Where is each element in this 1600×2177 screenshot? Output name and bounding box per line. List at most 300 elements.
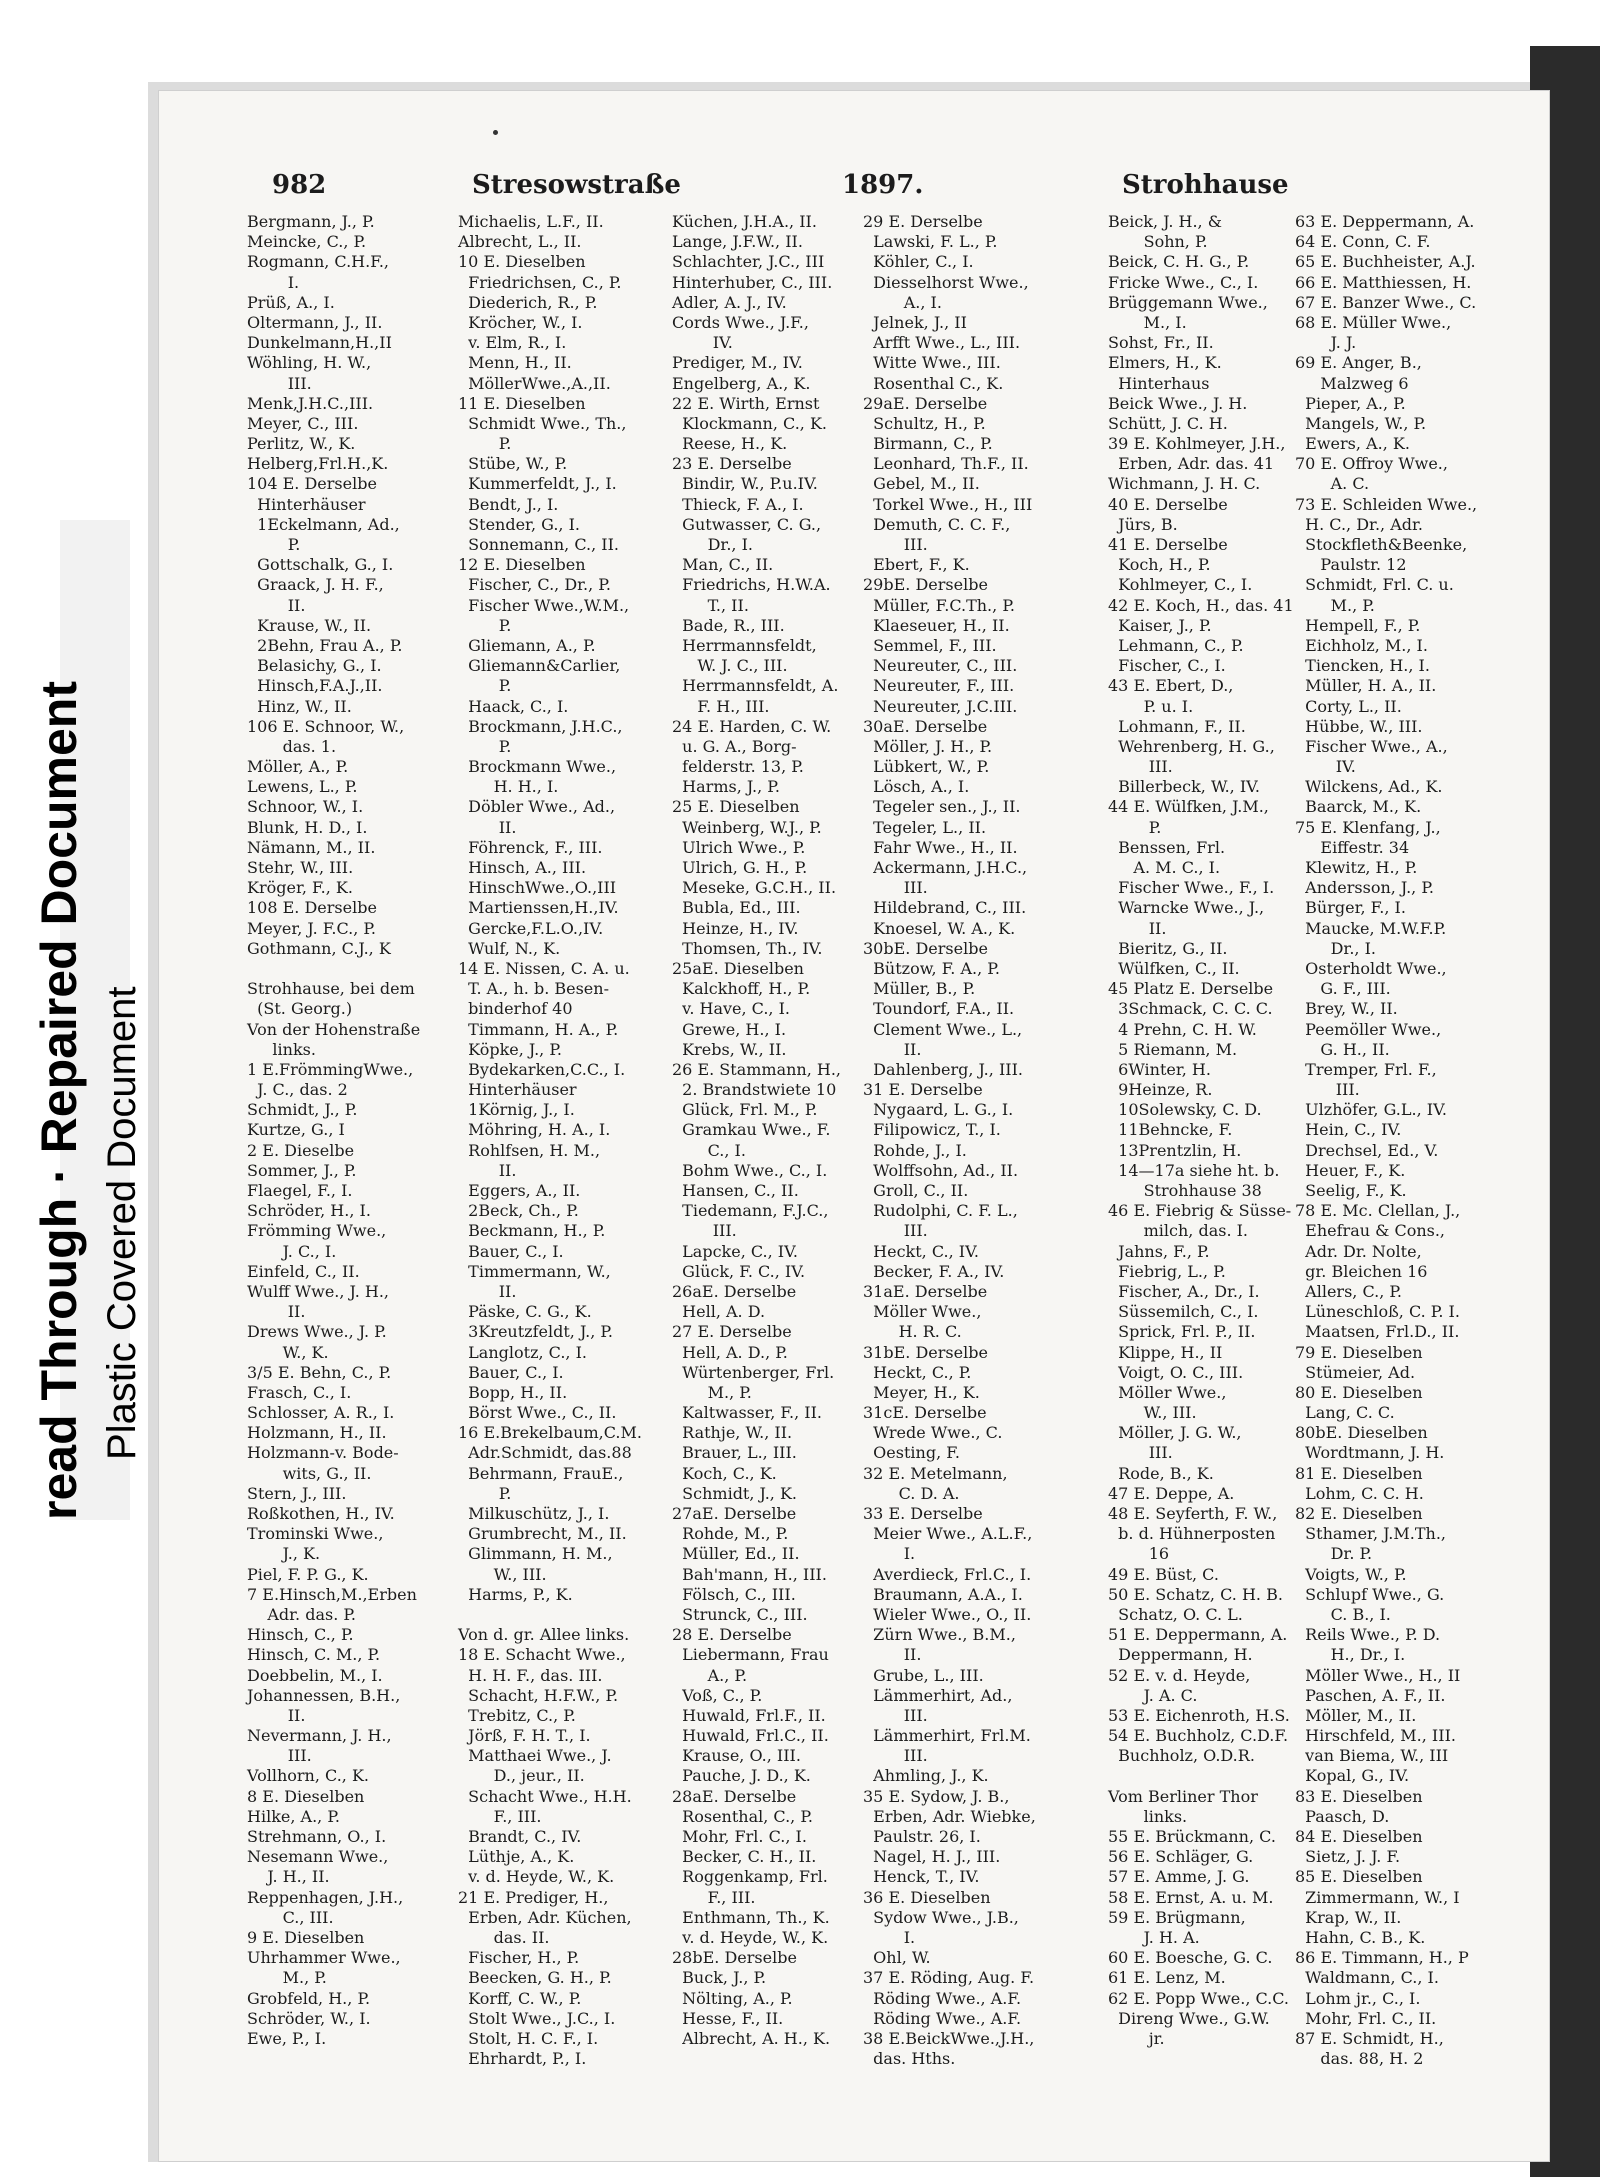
directory-entry: Adler, A. J., IV.	[672, 292, 787, 312]
directory-entry: Frömming Wwe.,	[247, 1221, 387, 1241]
directory-entry: Adr. Dr. Nolte,	[1295, 1241, 1422, 1261]
directory-entry: Brockmann, J.H.C.,	[458, 716, 623, 736]
directory-entry: III.	[1108, 1443, 1173, 1463]
tape-text-primary: read Through · Repaired Document	[31, 681, 87, 1520]
directory-entry: 36 E. Dieselben	[863, 1887, 991, 1907]
directory-entry: Heuer, F., K.	[1295, 1160, 1406, 1180]
directory-entry: Brüggemann Wwe.,	[1108, 292, 1268, 312]
directory-entry: II.	[1108, 918, 1167, 938]
directory-entry: 23 E. Derselbe	[672, 454, 792, 474]
directory-entry: Röding Wwe., A.F.	[863, 2008, 1022, 2028]
directory-entry: Adr.Schmidt, das.88	[458, 1443, 632, 1463]
directory-entry: Baarck, M., K.	[1295, 797, 1422, 817]
directory-entry: Zürn Wwe., B.M.,	[863, 1625, 1016, 1645]
directory-entry: Sommer, J., P.	[247, 1160, 357, 1180]
directory-entry: Hinsch, A., III.	[458, 858, 587, 877]
directory-entry: A. C.	[1295, 474, 1370, 494]
directory-entry: Hinterhuber, C., III.	[672, 272, 833, 292]
directory-entry: Möller Wwe.,	[863, 1302, 982, 1322]
directory-entry: Beick, J. H., &	[1108, 212, 1222, 231]
directory-column-4	[863, 212, 1035, 2102]
directory-entry: Krebs, W., II.	[672, 1039, 787, 1059]
directory-entry: 9Heinze, R.	[1108, 1080, 1213, 1100]
directory-entry: Toundorf, F.A., II.	[863, 999, 1015, 1019]
directory-entry: Roggenkamp, Frl.	[672, 1867, 828, 1887]
directory-entry: Heckt, C., P.	[863, 1362, 972, 1382]
directory-entry: III.	[247, 373, 312, 393]
directory-entry: 25aE. Dieselben	[672, 958, 804, 978]
directory-entry: J. H., II.	[247, 1867, 330, 1887]
directory-entry: Gebel, M., II.	[863, 474, 980, 494]
directory-entry: Stockfleth&Beenke,	[1295, 535, 1468, 554]
directory-entry: Bendt, J., I.	[458, 494, 559, 514]
directory-entry: 66 E. Matthiessen, H.	[1295, 272, 1472, 292]
directory-entry: Brey, W., II.	[1295, 999, 1398, 1019]
directory-entry: 28aE. Derselbe	[672, 1786, 797, 1806]
directory-entry: das. Hths.	[863, 2049, 956, 2069]
directory-entry: 44 E. Wülfken, J.M.,	[1108, 797, 1269, 817]
directory-entry: Meyer, C., III.	[247, 413, 359, 433]
directory-entry: Lübkert, W., P.	[863, 757, 990, 777]
directory-entry: A., I.	[863, 292, 942, 312]
directory-entry: I.	[863, 1544, 916, 1564]
directory-entry: Sonnemann, C., II.	[458, 535, 619, 554]
directory-entry: II.	[863, 1039, 922, 1059]
directory-entry: Kopal, G., IV.	[1295, 1766, 1410, 1786]
directory-entry: P.	[458, 736, 512, 756]
directory-entry: Frasch, C., I.	[247, 1382, 352, 1402]
directory-entry: Rudolphi, C. F. L.,	[863, 1201, 1018, 1221]
directory-entry: 18 E. Schacht Wwe.,	[458, 1645, 626, 1665]
directory-entry: Arfft Wwe., L., III.	[863, 333, 1021, 353]
directory-entry: Meseke, G.C.H., II.	[672, 878, 837, 898]
directory-entry: Milkuschütz, J., I.	[458, 1504, 610, 1523]
directory-entry: 26aE. Derselbe	[672, 1281, 797, 1301]
directory-entry: milch, das. I.	[1108, 1221, 1249, 1241]
directory-entry: Rathje, W., II.	[672, 1423, 793, 1443]
directory-entry: 21 E. Prediger, H.,	[458, 1887, 609, 1907]
directory-entry: 46 E. Fiebrig & Süsse-	[1108, 1201, 1292, 1221]
directory-entry: T., II.	[672, 595, 749, 615]
directory-entry: Rosenthal, C., P.	[672, 1806, 813, 1826]
directory-entry: Müller, F.C.Th., P.	[863, 595, 1015, 615]
directory-entry: A. M. C., I.	[1108, 858, 1221, 877]
directory-entry: Paschen, A. F., II.	[1295, 1685, 1446, 1705]
directory-entry: Lüthje, A., K.	[458, 1847, 575, 1867]
directory-entry: Bauer, C., I.	[458, 1241, 564, 1261]
directory-entry: Rode, B., K.	[1108, 1463, 1214, 1483]
directory-entry: Schatz, O. C. L.	[1108, 1604, 1243, 1624]
directory-entry: Röding Wwe., A.F.	[863, 1988, 1022, 2008]
directory-entry: (St. Georg.)	[247, 999, 353, 1019]
directory-entry: Hilke, A., P.	[247, 1806, 340, 1826]
directory-entry: Enthmann, Th., K.	[672, 1907, 830, 1927]
directory-entry: Bieritz, G., II.	[1108, 938, 1228, 958]
directory-entry: M., P.	[1295, 595, 1375, 615]
directory-entry: Haack, C., I.	[458, 696, 569, 716]
directory-entry	[247, 959, 419, 979]
directory-entry: Nämann, M., II.	[247, 837, 376, 857]
directory-entry: II.	[247, 1705, 306, 1725]
directory-entry: Lehmann, C., P.	[1108, 635, 1244, 655]
directory-entry: Seelig, F., K.	[1295, 1181, 1407, 1200]
directory-entry: Witte Wwe., III.	[863, 353, 1001, 373]
directory-entry: Timmann, H. A., P.	[458, 1019, 619, 1039]
directory-entry: Harms, J., P.	[672, 777, 780, 797]
directory-entry: Lang, C. C.	[1295, 1403, 1395, 1423]
directory-entry: Hein, C., IV.	[1295, 1120, 1402, 1140]
directory-entry: Ewe, P., I.	[247, 2028, 327, 2048]
directory-entry: Nesemann Wwe.,	[247, 1847, 389, 1867]
directory-entry: Neureuter, C., III.	[863, 656, 1018, 676]
directory-entry: Demuth, C. C. F.,	[863, 514, 1011, 534]
directory-entry: 87 E. Schmidt, H.,	[1295, 2028, 1444, 2048]
directory-entry: Koch, H., P.	[1108, 555, 1211, 575]
directory-entry: Billerbeck, W., IV.	[1108, 777, 1261, 797]
directory-entry: Wehrenberg, H. G.,	[1108, 736, 1275, 756]
directory-entry: Schacht, H.F.W., P.	[458, 1685, 619, 1705]
directory-entry: 37 E. Röding, Aug. F.	[863, 1968, 1035, 1988]
directory-entry: Weinberg, W.J., P.	[672, 817, 822, 837]
directory-entry: Strohhause 38	[1108, 1181, 1262, 1200]
directory-entry: Becker, C. H., II.	[672, 1847, 817, 1867]
directory-entry: G. F., III.	[1295, 979, 1391, 999]
directory-entry: 67 E. Banzer Wwe., C.	[1295, 292, 1477, 312]
directory-entry	[1108, 1766, 1280, 1786]
directory-entry: 16	[1108, 1544, 1170, 1564]
directory-entry: Schultz, H., P.	[863, 413, 986, 433]
directory-entry: Schmidt, J., P.	[247, 1100, 358, 1120]
directory-entry: Hansen, C., II.	[672, 1181, 799, 1200]
directory-entry: 30aE. Derselbe	[863, 716, 988, 736]
directory-entry: 108 E. Derselbe	[247, 898, 377, 918]
directory-entry: Lawski, F. L., P.	[863, 232, 998, 252]
directory-entry: Tegeler, L., II.	[863, 817, 987, 837]
directory-entry: Cords Wwe., J.F.,	[672, 312, 809, 332]
directory-entry: Nevermann, J. H.,	[247, 1726, 392, 1746]
directory-entry: 52 E. v. d. Heyde,	[1108, 1665, 1251, 1685]
directory-entry: T. A., h. b. Besen-	[458, 979, 609, 999]
directory-entry: Roßkothen, H., IV.	[247, 1504, 395, 1523]
directory-entry: 31cE. Derselbe	[863, 1403, 987, 1423]
directory-entry: Ulrich Wwe., P.	[672, 837, 806, 857]
directory-entry: 59 E. Brügmann,	[1108, 1907, 1246, 1927]
directory-entry: J. A. C.	[1108, 1685, 1198, 1705]
directory-entry: Oltermann, J., II.	[247, 312, 383, 332]
directory-entry: Hempell, F., P.	[1295, 615, 1421, 635]
directory-column-1	[247, 212, 419, 2102]
directory-entry: III.	[863, 1705, 928, 1725]
directory-entry: Sthamer, J.M.Th.,	[1295, 1524, 1446, 1544]
directory-entry: 2 E. Dieselbe	[247, 1140, 355, 1160]
directory-entry: P.	[247, 535, 301, 554]
directory-entry: Glimmann, H. M.,	[458, 1544, 613, 1564]
directory-entry: Hinterhaus	[1108, 373, 1210, 393]
directory-entry: Nygaard, L. G., I.	[863, 1100, 1014, 1120]
directory-entry: Hesse, F., II.	[672, 2008, 784, 2028]
directory-entry: M., P.	[247, 1968, 327, 1988]
directory-entry: 61 E. Lenz, M.	[1108, 1968, 1226, 1988]
directory-entry: Nölting, A., P.	[672, 1988, 793, 2008]
year-heading: 1897.	[842, 170, 924, 200]
directory-entry: Möller, A., P.	[247, 757, 349, 777]
directory-entry: Liebermann, Frau	[672, 1645, 829, 1665]
directory-entry: Holzmann, H., II.	[247, 1423, 387, 1443]
directory-entry: Müller, B., P.	[863, 979, 976, 999]
directory-entry: Von d. gr. Allee links.	[458, 1625, 630, 1645]
directory-entry: Lösch, A., I.	[863, 777, 970, 797]
directory-entry: Föhrenck, F., III.	[458, 837, 603, 857]
directory-entry: H. H. F., das. III.	[458, 1665, 603, 1685]
directory-entry: das. 88, H. 2	[1295, 2049, 1424, 2069]
directory-entry: 39 E. Kohlmeyer, J.H.,	[1108, 434, 1286, 454]
directory-entry: III.	[863, 878, 928, 898]
directory-entry: Strehmann, O., I.	[247, 1827, 387, 1846]
directory-entry: Braumann, A.A., I.	[863, 1584, 1023, 1604]
directory-entry: Osterholdt Wwe.,	[1295, 958, 1447, 978]
directory-entry: Johannessen, B.H.,	[247, 1685, 401, 1705]
directory-entry: Rohde, J., I.	[863, 1140, 967, 1160]
directory-entry: Möhring, H. A., I.	[458, 1120, 611, 1140]
directory-entry: Bürger, F., I.	[1295, 898, 1406, 918]
directory-entry: Uhrhammer Wwe.,	[247, 1948, 401, 1968]
directory-entry: Heinze, H., IV.	[672, 918, 799, 938]
directory-entry: Köhler, C., I.	[863, 252, 974, 272]
directory-entry: Heckt, C., IV.	[863, 1241, 979, 1261]
directory-entry: Tremper, Frl. F.,	[1295, 1059, 1437, 1079]
directory-entry: Stolt Wwe., J.C., I.	[458, 2008, 616, 2028]
directory-entry: H. C., Dr., Adr.	[1295, 514, 1423, 534]
directory-entry: 47 E. Deppe, A.	[1108, 1483, 1235, 1503]
directory-entry: Möller, J. H., P.	[863, 736, 993, 756]
directory-entry: 2Beck, Ch., P.	[458, 1201, 579, 1221]
directory-entry: 42 E. Koch, H., das. 41	[1108, 595, 1294, 615]
directory-entry: Kröcher, W., I.	[458, 312, 583, 332]
directory-entry: Jörß, F. H. T., I.	[458, 1726, 591, 1746]
directory-entry: Peemöller Wwe.,	[1295, 1019, 1442, 1039]
directory-entry: Dunkelmann,H.,II	[247, 333, 392, 353]
directory-entry: Lange, J.F.W., II.	[672, 232, 803, 252]
directory-entry: Erben, Adr. Wiebke,	[863, 1806, 1036, 1826]
directory-entry: Hell, A. D.	[672, 1302, 766, 1322]
directory-entry: Lüneschloß, C. P. I.	[1295, 1302, 1460, 1322]
directory-entry: Ewers, A., K.	[1295, 434, 1410, 454]
directory-entry: Stübe, W., P.	[458, 454, 568, 474]
directory-entry: 85 E. Dieselben	[1295, 1867, 1423, 1887]
directory-entry: Kummerfeldt, J., I.	[458, 474, 617, 494]
directory-entry: Lämmerhirt, Frl.M.	[863, 1726, 1031, 1746]
directory-entry: Maucke, M.W.F.P.	[1295, 918, 1447, 938]
directory-entry: 32 E. Metelmann,	[863, 1463, 1008, 1483]
directory-entry: Klockmann, C., K.	[672, 413, 827, 433]
directory-entry: Süssemilch, C., I.	[1108, 1302, 1259, 1322]
directory-entry: W., K.	[247, 1342, 329, 1362]
directory-entry: H. R. C.	[863, 1322, 962, 1342]
directory-entry: Fischer Wwe.,W.M.,	[458, 595, 630, 615]
directory-entry: III.	[863, 535, 928, 554]
directory-entry: 8 E. Dieselben	[247, 1786, 365, 1806]
directory-entry: Eggers, A., II.	[458, 1181, 581, 1200]
directory-entry: 81 E. Dieselben	[1295, 1463, 1423, 1483]
directory-entry: II.	[863, 1645, 922, 1665]
directory-entry: Menk,J.H.C.,III.	[247, 393, 374, 413]
directory-entry: Voigt, O. C., III.	[1108, 1362, 1244, 1382]
directory-entry: Bützow, F. A., P.	[863, 958, 1000, 978]
directory-entry: Meyer, H., K.	[863, 1382, 980, 1402]
directory-entry: Engelberg, A., K.	[672, 373, 811, 393]
directory-entry: Schlosser, A. R., I.	[247, 1403, 395, 1423]
directory-entry: Ebert, F., K.	[863, 555, 970, 575]
directory-entry: gr. Bleichen 16	[1295, 1261, 1428, 1281]
directory-entry: C., III.	[247, 1907, 334, 1927]
directory-entry: 70 E. Offroy Wwe.,	[1295, 454, 1448, 474]
directory-entry: 54 E. Buchholz, C.D.F.	[1108, 1726, 1289, 1746]
directory-entry: Stender, G., I.	[458, 514, 580, 534]
directory-entry: 45 Platz E. Derselbe	[1108, 979, 1274, 999]
directory-entry: Tiencken, H., I.	[1295, 656, 1430, 676]
directory-entry: 50 E. Schatz, C. H. B.	[1108, 1584, 1283, 1604]
directory-entry: u. G. A., Borg-	[672, 736, 797, 756]
directory-entry: Fischer Wwe., A.,	[1295, 736, 1448, 756]
directory-entry: Lohm, C. C. H.	[1295, 1483, 1424, 1503]
directory-entry: Paulstr. 12	[1295, 555, 1407, 575]
directory-entry: Bindir, W., P.u.IV.	[672, 474, 818, 494]
directory-entry: Belasichy, G., I.	[247, 656, 382, 676]
directory-entry: Mohr, Frl. C., I.	[672, 1827, 807, 1846]
directory-entry: Helberg,Frl.H.,K.	[247, 454, 389, 474]
directory-entry: Kalckhoff, H., P.	[672, 979, 811, 999]
directory-entry: Elmers, H., K.	[1108, 353, 1222, 373]
directory-entry: Klewitz, H., P.	[1295, 858, 1418, 877]
directory-entry: III.	[1295, 1080, 1360, 1100]
directory-entry: 69 E. Anger, B.,	[1295, 353, 1422, 373]
directory-entry: Bauer, C., I.	[458, 1362, 564, 1382]
directory-entry: J., K.	[247, 1544, 321, 1564]
directory-entry: Reils Wwe., P. D.	[1295, 1625, 1441, 1645]
directory-entry: Hinsch, C., P.	[247, 1625, 354, 1645]
directory-entry: Bopp, H., II.	[458, 1382, 568, 1402]
directory-entry: Päske, C. G., K.	[458, 1302, 592, 1322]
directory-entry: Hinsch,F.A.J.,II.	[247, 676, 383, 696]
directory-entry: Ackermann, J.H.C.,	[863, 858, 1028, 877]
directory-entry: Jürs, B.	[1108, 514, 1178, 534]
directory-entry: Sietz, J. J. F.	[1295, 1847, 1401, 1867]
directory-entry: Erben, Adr. Küchen,	[458, 1907, 632, 1927]
directory-entry: Sohn, P.	[1108, 232, 1208, 252]
directory-entry: Gliemann, A., P.	[458, 635, 596, 655]
directory-entry: Döbler Wwe., Ad.,	[458, 797, 616, 817]
directory-entry: Wrede Wwe., C.	[863, 1423, 1003, 1443]
directory-entry: Brockmann Wwe.,	[458, 757, 617, 777]
directory-entry: III.	[672, 1221, 737, 1241]
directory-entry: van Biema, W., III	[1295, 1746, 1449, 1766]
directory-entry: 57 E. Amme, J. G.	[1108, 1867, 1250, 1887]
directory-entry: 27 E. Derselbe	[672, 1322, 792, 1342]
directory-entry: Hahn, C. B., K.	[1295, 1927, 1426, 1947]
directory-entry: P.	[458, 434, 512, 454]
directory-entry: wits, G., II.	[247, 1463, 372, 1483]
directory-entry: Paasch, D.	[1295, 1806, 1390, 1826]
directory-entry: 16 E.Brekelbaum,C.M.	[458, 1423, 642, 1443]
directory-entry: Perlitz, W., K.	[247, 434, 356, 454]
directory-entry: Beckmann, H., P.	[458, 1221, 606, 1241]
directory-entry: Krause, W., II.	[247, 615, 372, 635]
directory-entry: Schlachter, J.C., III	[672, 252, 825, 272]
directory-entry: 3/5 E. Behn, C., P.	[247, 1362, 392, 1382]
directory-entry: Man, C., II.	[672, 555, 774, 575]
directory-entry: 31aE. Derselbe	[863, 1281, 988, 1301]
directory-entry: 28bE. Derselbe	[672, 1948, 797, 1968]
directory-entry: 11Behncke, F.	[1108, 1120, 1233, 1140]
directory-entry: 51 E. Deppermann, A.	[1108, 1625, 1288, 1645]
directory-entry: Jahns, F., P.	[1108, 1241, 1210, 1261]
directory-entry: 64 E. Conn, C. F.	[1295, 232, 1431, 252]
directory-entry: 86 E. Timmann, H., P	[1295, 1948, 1469, 1968]
directory-entry: C. B., I.	[1295, 1604, 1391, 1624]
directory-entry: I.	[247, 272, 300, 292]
directory-entry: Klaeseuer, H., II.	[863, 615, 1010, 635]
directory-entry: Beick Wwe., J. H.	[1108, 393, 1248, 413]
directory-entry: Meincke, C., P.	[247, 232, 367, 252]
directory-entry: Kaiser, J., P.	[1108, 615, 1212, 635]
directory-entry: 106 E. Schnoor, W.,	[247, 716, 405, 736]
directory-entry: 83 E. Dieselben	[1295, 1786, 1423, 1806]
directory-entry: Torkel Wwe., H., III	[863, 494, 1033, 514]
status-tape-overlay	[0, 520, 144, 1520]
directory-entry: Beick, C. H. G., P.	[1108, 252, 1250, 272]
directory-entry: F. H., III.	[672, 696, 770, 716]
directory-entry: Matthaei Wwe., J.	[458, 1746, 612, 1766]
directory-entry: Krause, O., III.	[672, 1746, 801, 1766]
directory-entry: Stolt, H. C. F., I.	[458, 2028, 599, 2048]
directory-entry: C., I.	[672, 1140, 746, 1160]
street-heading-left: Stresowstraße	[472, 170, 681, 200]
directory-entry: 22 E. Wirth, Ernst	[672, 393, 820, 413]
directory-entry: Tegeler sen., J., II.	[863, 797, 1021, 817]
directory-entry: Birmann, C., P.	[863, 434, 993, 454]
directory-entry: 9 E. Dieselben	[247, 1927, 365, 1947]
directory-entry: Gramkau Wwe., F.	[672, 1120, 831, 1140]
directory-entry: Börst Wwe., C., II.	[458, 1403, 617, 1423]
directory-entry: binderhof 40	[458, 999, 573, 1019]
directory-entry: 1Eckelmann, Ad.,	[247, 514, 400, 534]
directory-entry: das. 1.	[247, 736, 337, 756]
directory-entry: Herrmannsfeldt,	[672, 635, 817, 655]
directory-entry: 73 E. Schleiden Wwe.,	[1295, 494, 1478, 514]
tape-text-secondary: Plastic Covered Document	[100, 986, 144, 1460]
directory-entry: Bergmann, J., P.	[247, 212, 375, 231]
directory-entry: Korff, C. W., P.	[458, 1988, 582, 2008]
page-header	[272, 170, 1289, 214]
directory-entry: 79 E. Dieselben	[1295, 1342, 1423, 1362]
directory-entry: Möller Wwe., H., II	[1295, 1665, 1461, 1685]
directory-entry: Maatsen, Frl.D., II.	[1295, 1322, 1460, 1342]
directory-entry: Schmidt Wwe., Th.,	[458, 413, 627, 433]
directory-entry: 40 E. Derselbe	[1108, 494, 1228, 514]
directory-entry: 31 E. Derselbe	[863, 1080, 983, 1100]
directory-entry: Hinterhäuser	[458, 1080, 577, 1100]
directory-entry	[458, 1605, 630, 1625]
directory-entry: Kröger, F., K.	[247, 878, 353, 898]
directory-entry: Kaltwasser, F., II.	[672, 1403, 822, 1423]
directory-entry: Prediger, M., IV.	[672, 353, 803, 373]
directory-entry: III.	[1108, 757, 1173, 777]
directory-entry: 10 E. Dieselben	[458, 252, 586, 272]
directory-entry: Wieler Wwe., O., II.	[863, 1604, 1032, 1624]
directory-entry: Koch, C., K.	[672, 1463, 777, 1483]
directory-entry: Wulf, N., K.	[458, 938, 561, 958]
directory-entry: Wöhling, H. W.,	[247, 353, 372, 373]
